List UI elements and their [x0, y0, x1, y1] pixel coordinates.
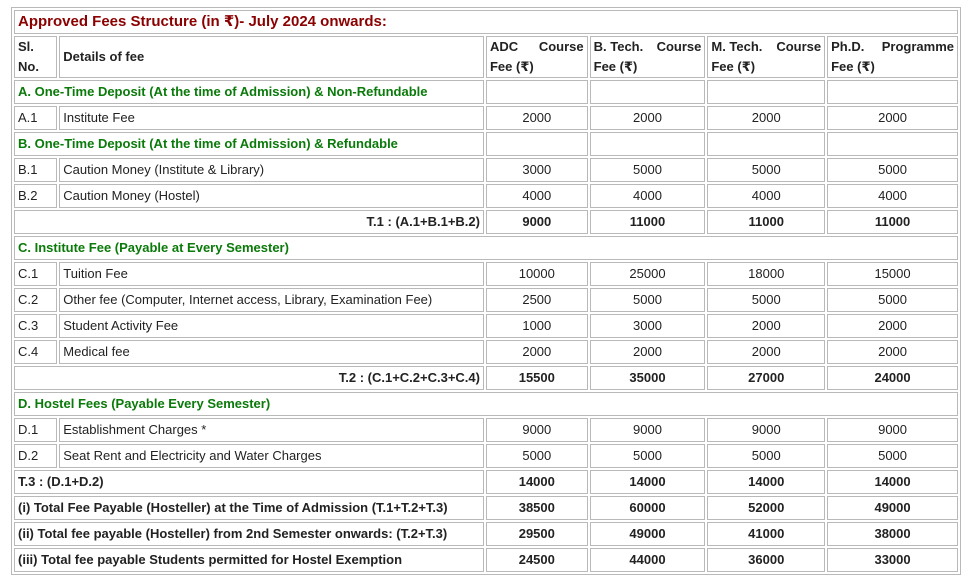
sl-cell: C.1 — [14, 262, 57, 286]
btech-fee: 9000 — [590, 418, 706, 442]
btech-fee: 4000 — [590, 184, 706, 208]
fee-label: Establishment Charges * — [59, 418, 484, 442]
mtech-fee: 41000 — [707, 522, 825, 546]
btech-fee: 11000 — [590, 210, 706, 234]
mtech-fee: 5000 — [707, 288, 825, 312]
total-label: (ii) Total fee payable (Hosteller) from 2nd Semester onwards: (T.2+T.3) — [14, 522, 484, 546]
section-b-heading: B. One-Time Deposit (At the time of Admission) & Refundable — [14, 132, 484, 156]
subtotal-row — [14, 366, 958, 390]
mtech-fee: 11000 — [707, 210, 825, 234]
phd-fee: 24000 — [827, 366, 958, 390]
btech-fee: 5000 — [590, 444, 706, 468]
sl-cell: D.1 — [14, 418, 57, 442]
mtech-fee: 18000 — [707, 262, 825, 286]
sl-cell: C.4 — [14, 340, 57, 364]
btech-fee: 25000 — [590, 262, 706, 286]
mtech-fee: 4000 — [707, 184, 825, 208]
adc-fee: 24500 — [486, 548, 588, 572]
btech-fee: 14000 — [590, 470, 706, 494]
adc-fee: 10000 — [486, 262, 588, 286]
header-phd-w2: Programme — [881, 39, 954, 54]
table-row — [14, 444, 958, 468]
phd-fee: 5000 — [827, 158, 958, 182]
adc-fee: 3000 — [486, 158, 588, 182]
sl-cell: C.3 — [14, 314, 57, 338]
header-adc-line2: Fee (₹) — [489, 59, 534, 74]
mtech-fee: 5000 — [707, 158, 825, 182]
btech-fee: 5000 — [590, 158, 706, 182]
phd-fee: 9000 — [827, 418, 958, 442]
phd-fee: 5000 — [827, 444, 958, 468]
adc-fee: 4000 — [486, 184, 588, 208]
btech-fee: 5000 — [590, 288, 706, 312]
adc-fee: 29500 — [486, 522, 588, 546]
table-row — [14, 340, 958, 364]
phd-fee: 38000 — [827, 522, 958, 546]
sl-cell: A.1 — [14, 106, 57, 130]
header-mtech-w2: Course — [776, 39, 822, 54]
subtotal-row — [14, 210, 958, 234]
header-mtech-line2: Fee (₹) — [711, 59, 756, 74]
fee-label: Other fee (Computer, Internet access, Library, Examination Fee) — [59, 288, 484, 312]
header-phd — [827, 36, 958, 78]
header-adc-w1: ADC — [489, 39, 519, 54]
mtech-fee: 9000 — [707, 418, 825, 442]
subtotal-label: T.3 : (D.1+D.2) — [14, 470, 484, 494]
btech-fee: 49000 — [590, 522, 706, 546]
phd-fee: 2000 — [827, 314, 958, 338]
table-row — [14, 314, 958, 338]
adc-fee: 38500 — [486, 496, 588, 520]
fees-structure — [11, 7, 961, 575]
fee-label: Caution Money (Hostel) — [59, 184, 484, 208]
table-row — [14, 158, 958, 182]
title-row — [14, 10, 958, 34]
header-row — [14, 36, 958, 78]
total-label: (i) Total Fee Payable (Hosteller) at the Time of Admission (T.1+T.2+T.3) — [14, 496, 484, 520]
phd-fee: 33000 — [827, 548, 958, 572]
header-sl-line1: Sl. — [18, 39, 34, 54]
table-row — [14, 288, 958, 312]
adc-fee: 15500 — [486, 366, 588, 390]
phd-fee: 11000 — [827, 210, 958, 234]
section-d-heading: D. Hostel Fees (Payable Every Semester) — [14, 392, 958, 416]
btech-fee: 35000 — [590, 366, 706, 390]
page-title: Approved Fees Structure (in ₹)- July 2024 onwards: — [14, 10, 958, 34]
section-a-heading: A. One-Time Deposit (At the time of Admission) & Non-Refundable — [14, 80, 484, 104]
total-row — [14, 496, 958, 520]
header-adc — [486, 36, 588, 78]
table-row — [14, 418, 958, 442]
mtech-fee: 2000 — [707, 314, 825, 338]
btech-fee: 60000 — [590, 496, 706, 520]
total-label: (iii) Total fee payable Students permitted for Hostel Exemption — [14, 548, 484, 572]
header-mtech-w1: M. Tech. — [711, 39, 763, 54]
sl-cell: B.2 — [14, 184, 57, 208]
header-sl-line2: No. — [18, 59, 39, 74]
table-row — [14, 184, 958, 208]
header-sl — [14, 36, 57, 78]
fee-label: Seat Rent and Electricity and Water Charges — [59, 444, 484, 468]
fee-label: Medical fee — [59, 340, 484, 364]
phd-fee: 5000 — [827, 288, 958, 312]
header-btech-w1: B. Tech. — [593, 39, 644, 54]
mtech-fee: 27000 — [707, 366, 825, 390]
table-row — [14, 106, 958, 130]
header-adc-w2: Course — [538, 39, 584, 54]
adc-fee: 14000 — [486, 470, 588, 494]
adc-fee: 2000 — [486, 340, 588, 364]
adc-fee: 2500 — [486, 288, 588, 312]
section-row — [14, 80, 958, 104]
phd-fee: 2000 — [827, 106, 958, 130]
header-details: Details of fee — [59, 36, 484, 78]
btech-fee: 2000 — [590, 340, 706, 364]
phd-fee: 49000 — [827, 496, 958, 520]
mtech-fee: 2000 — [707, 106, 825, 130]
adc-fee: 2000 — [486, 106, 588, 130]
phd-fee: 2000 — [827, 340, 958, 364]
total-row — [14, 548, 958, 572]
header-phd-line2: Fee (₹) — [831, 59, 875, 74]
btech-fee: 2000 — [590, 106, 706, 130]
section-row — [14, 392, 958, 416]
subtotal-label: T.1 : (A.1+B.1+B.2) — [14, 210, 484, 234]
subtotal-label: T.2 : (C.1+C.2+C.3+C.4) — [14, 366, 484, 390]
header-btech — [590, 36, 706, 78]
mtech-fee: 36000 — [707, 548, 825, 572]
section-c-heading: C. Institute Fee (Payable at Every Semester) — [14, 236, 958, 260]
phd-fee: 15000 — [827, 262, 958, 286]
btech-fee: 44000 — [590, 548, 706, 572]
table-row — [14, 262, 958, 286]
fees-table — [11, 7, 961, 575]
fee-label: Caution Money (Institute & Library) — [59, 158, 484, 182]
header-mtech — [707, 36, 825, 78]
sl-cell: B.1 — [14, 158, 57, 182]
section-row — [14, 132, 958, 156]
mtech-fee: 5000 — [707, 444, 825, 468]
adc-fee: 1000 — [486, 314, 588, 338]
header-btech-line2: Fee (₹) — [593, 59, 638, 74]
mtech-fee: 2000 — [707, 340, 825, 364]
adc-fee: 5000 — [486, 444, 588, 468]
btech-fee: 3000 — [590, 314, 706, 338]
adc-fee: 9000 — [486, 210, 588, 234]
header-btech-w2: Course — [656, 39, 702, 54]
sl-cell: D.2 — [14, 444, 57, 468]
phd-fee: 4000 — [827, 184, 958, 208]
total-row — [14, 522, 958, 546]
mtech-fee: 52000 — [707, 496, 825, 520]
mtech-fee: 14000 — [707, 470, 825, 494]
sl-cell: C.2 — [14, 288, 57, 312]
fee-label: Tuition Fee — [59, 262, 484, 286]
fee-label: Institute Fee — [59, 106, 484, 130]
section-row — [14, 236, 958, 260]
phd-fee: 14000 — [827, 470, 958, 494]
adc-fee: 9000 — [486, 418, 588, 442]
fee-label: Student Activity Fee — [59, 314, 484, 338]
subtotal-row — [14, 470, 958, 494]
header-phd-w1: Ph.D. — [831, 39, 865, 54]
